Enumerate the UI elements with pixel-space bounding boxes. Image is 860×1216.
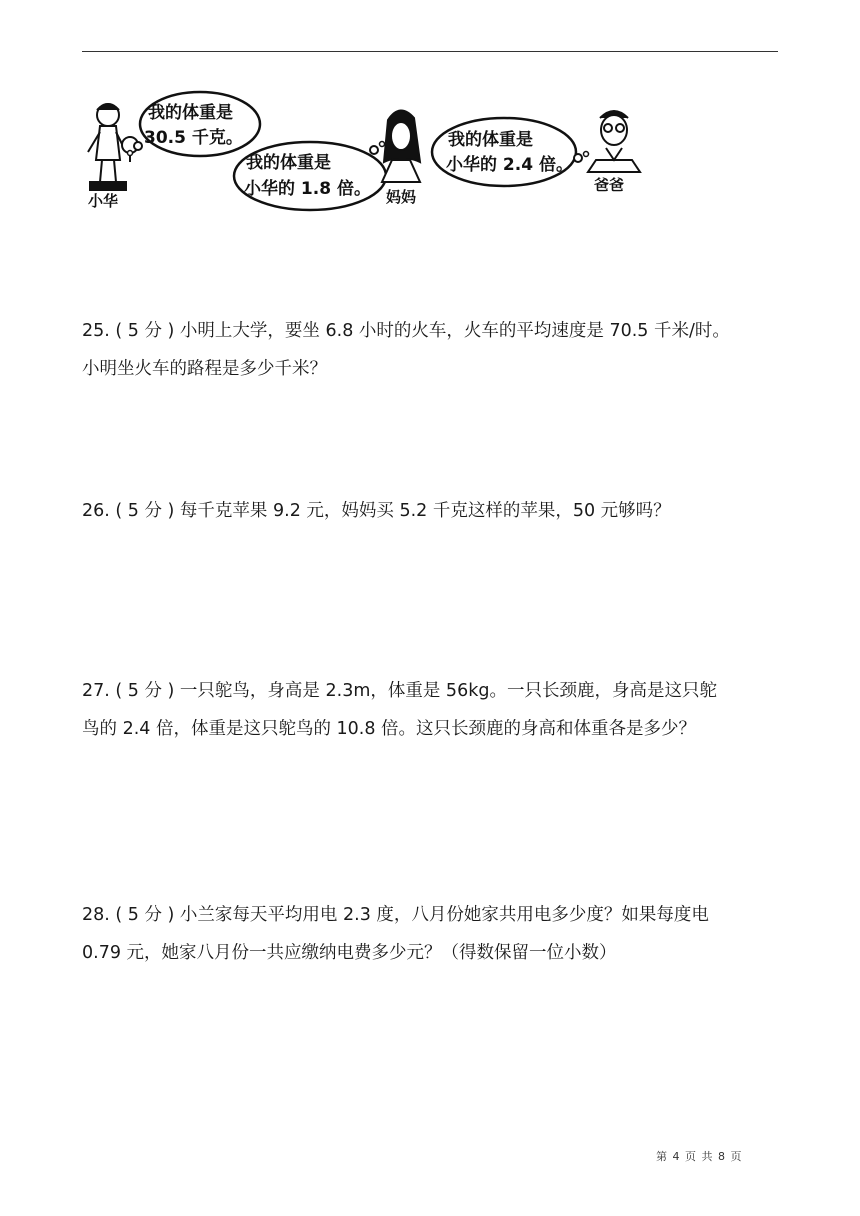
question-28: [82, 896, 782, 972]
bubble-mama-line2: 小华的 1.8 倍。: [244, 179, 371, 199]
bubble-baba-line1: 我的体重是: [448, 130, 533, 150]
mama-figure: [382, 110, 420, 182]
header-rule: [82, 51, 778, 52]
bubble-mama: [234, 142, 386, 211]
bubble-xiaohua-line2: 30.5 千克。: [144, 128, 243, 148]
question-line: 26. ( 5 分 ) 每千克苹果 9.2 元，妈妈买 5.2 千克这样的苹果，50 元够吗？: [82, 501, 671, 521]
bubble-xiaohua-line1: 我的体重是: [148, 103, 233, 123]
question-line: 0.79 元，她家八月份一共应缴纳电费多少元？（得数保留一位小数）: [82, 943, 617, 963]
xiaohua-figure: [88, 104, 138, 190]
question-line: 27. ( 5 分 ) 一只鸵鸟，身高是 2.3m，体重是 56kg。一只长颈鹿，身高是这只鸵: [82, 681, 717, 701]
question-line: 25. ( 5 分 ) 小明上大学，要坐 6.8 小时的火车，火车的平均速度是 70.5 千米/时。: [82, 321, 730, 341]
illustration: [80, 90, 650, 215]
name-mama: 妈妈: [386, 188, 417, 206]
question-line: 鸟的 2.4 倍，体重是这只鸵鸟的 10.8 倍。这只长颈鹿的身高和体重各是多少？: [82, 719, 697, 739]
name-baba: 爸爸: [594, 176, 625, 194]
question-line: 小明坐火车的路程是多少千米？: [82, 359, 327, 379]
bubble-baba-line2: 小华的 2.4 倍。: [446, 155, 573, 175]
question-26: [82, 492, 782, 530]
page-number: 第 4 页 共 8 页: [656, 1150, 743, 1163]
name-xiaohua: 小华: [88, 192, 119, 210]
question-line: 28. ( 5 分 ) 小兰家每天平均用电 2.3 度，八月份她家共用电多少度？如果每度电: [82, 905, 709, 925]
question-25: [82, 312, 782, 388]
question-27: [82, 672, 782, 748]
bubble-xiaohua: [128, 92, 261, 156]
baba-figure: [588, 111, 640, 172]
bubble-mama-line1: 我的体重是: [246, 153, 331, 173]
bubble-baba: [432, 118, 589, 186]
